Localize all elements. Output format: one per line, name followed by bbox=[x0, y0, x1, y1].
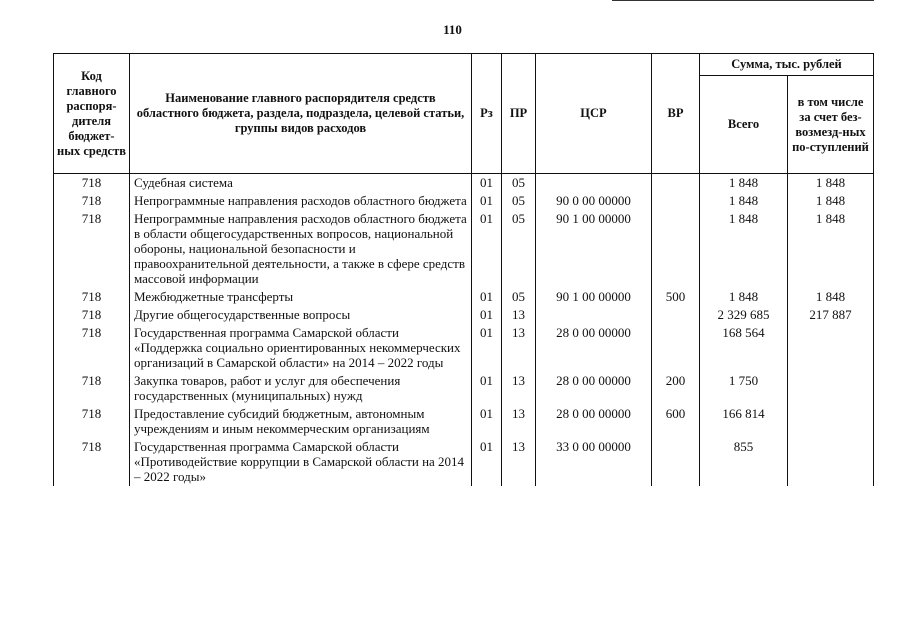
row-code: 718 bbox=[54, 174, 130, 193]
row-total: 1 848 bbox=[700, 288, 788, 306]
row-vr: 500 bbox=[652, 288, 700, 306]
table-row bbox=[54, 405, 874, 438]
row-rz: 01 bbox=[472, 306, 502, 324]
table-row bbox=[54, 324, 874, 372]
row-pr: 13 bbox=[502, 306, 536, 324]
row-vr bbox=[652, 210, 700, 288]
row-rz: 01 bbox=[472, 210, 502, 288]
row-csr bbox=[536, 174, 652, 193]
row-csr bbox=[536, 306, 652, 324]
row-rz: 01 bbox=[472, 405, 502, 438]
row-pr: 13 bbox=[502, 438, 536, 486]
row-gratuitous bbox=[788, 405, 874, 438]
row-pr: 05 bbox=[502, 174, 536, 193]
row-vr bbox=[652, 192, 700, 210]
row-name: Закупка товаров, работ и услуг для обеспечения государственных (муниципальных) нужд bbox=[130, 372, 472, 405]
row-csr: 28 0 00 00000 bbox=[536, 405, 652, 438]
row-name: Предоставление субсидий бюджетным, автономным учреждениям и иным некоммерческим организациям bbox=[130, 405, 472, 438]
row-pr: 05 bbox=[502, 288, 536, 306]
row-pr: 13 bbox=[502, 372, 536, 405]
row-csr: 90 1 00 00000 bbox=[536, 210, 652, 288]
row-rz: 01 bbox=[472, 324, 502, 372]
header-rz: Рз bbox=[472, 54, 502, 174]
row-gratuitous bbox=[788, 372, 874, 405]
header-total: Всего bbox=[700, 76, 788, 174]
row-rz: 01 bbox=[472, 372, 502, 405]
row-name: Государственная программа Самарской области «Противодействие коррупции в Самарской области на 2014 – 2022 годы» bbox=[130, 438, 472, 486]
table-row bbox=[54, 210, 874, 288]
row-gratuitous: 1 848 bbox=[788, 192, 874, 210]
row-csr: 28 0 00 00000 bbox=[536, 324, 652, 372]
table-row bbox=[54, 372, 874, 405]
row-csr: 90 1 00 00000 bbox=[536, 288, 652, 306]
row-vr bbox=[652, 174, 700, 193]
row-name: Непрограммные направления расходов областного бюджета bbox=[130, 192, 472, 210]
row-vr: 600 bbox=[652, 405, 700, 438]
row-code: 718 bbox=[54, 324, 130, 372]
table-row bbox=[54, 438, 874, 486]
header-gratuitous: в том числе за счет без-возмезд-ных по-ступлений bbox=[788, 76, 874, 174]
table-row bbox=[54, 174, 874, 193]
header-vr: ВР bbox=[652, 54, 700, 174]
row-total: 1 848 bbox=[700, 210, 788, 288]
row-total: 1 848 bbox=[700, 192, 788, 210]
top-rule bbox=[612, 0, 874, 1]
row-csr: 28 0 00 00000 bbox=[536, 372, 652, 405]
row-pr: 05 bbox=[502, 210, 536, 288]
row-pr: 13 bbox=[502, 324, 536, 372]
header-sum-group: Сумма, тыс. рублей bbox=[700, 54, 874, 76]
row-vr bbox=[652, 438, 700, 486]
table-row bbox=[54, 288, 874, 306]
row-gratuitous: 1 848 bbox=[788, 210, 874, 288]
row-code: 718 bbox=[54, 192, 130, 210]
row-name: Государственная программа Самарской области «Поддержка социально ориентированных некоммерческих организаций в Самарской области» на 2014 – 2022 годы bbox=[130, 324, 472, 372]
row-csr: 90 0 00 00000 bbox=[536, 192, 652, 210]
row-pr: 05 bbox=[502, 192, 536, 210]
row-total: 2 329 685 bbox=[700, 306, 788, 324]
row-name: Непрограммные направления расходов областного бюджета в области общегосударственных вопросов, национальной обороны, национальной безопасности и правоохранительной деятельности, а также в сфере средств массовой информации bbox=[130, 210, 472, 288]
row-gratuitous bbox=[788, 438, 874, 486]
row-total: 855 bbox=[700, 438, 788, 486]
row-gratuitous: 217 887 bbox=[788, 306, 874, 324]
row-code: 718 bbox=[54, 288, 130, 306]
table-row bbox=[54, 192, 874, 210]
row-total: 1 848 bbox=[700, 174, 788, 193]
header-code: Код главного распоря-дителя бюджет-ных средств bbox=[54, 54, 130, 174]
table-body bbox=[54, 174, 874, 487]
row-pr: 13 bbox=[502, 405, 536, 438]
row-code: 718 bbox=[54, 438, 130, 486]
row-total: 1 750 bbox=[700, 372, 788, 405]
row-vr: 200 bbox=[652, 372, 700, 405]
row-code: 718 bbox=[54, 405, 130, 438]
row-rz: 01 bbox=[472, 174, 502, 193]
row-total: 168 564 bbox=[700, 324, 788, 372]
row-name: Другие общегосударственные вопросы bbox=[130, 306, 472, 324]
row-rz: 01 bbox=[472, 288, 502, 306]
page-number: 110 bbox=[443, 22, 462, 37]
row-gratuitous bbox=[788, 324, 874, 372]
row-name: Судебная система bbox=[130, 174, 472, 193]
row-gratuitous: 1 848 bbox=[788, 174, 874, 193]
row-rz: 01 bbox=[472, 192, 502, 210]
row-code: 718 bbox=[54, 306, 130, 324]
header-name: Наименование главного распорядителя средств областного бюджета, раздела, подраздела, целевой статьи, группы видов расходов bbox=[130, 54, 472, 174]
row-vr bbox=[652, 324, 700, 372]
row-code: 718 bbox=[54, 210, 130, 288]
row-code: 718 bbox=[54, 372, 130, 405]
row-name: Межбюджетные трансферты bbox=[130, 288, 472, 306]
header-pr: ПР bbox=[502, 54, 536, 174]
row-gratuitous: 1 848 bbox=[788, 288, 874, 306]
header-csr: ЦСР bbox=[536, 54, 652, 174]
row-rz: 01 bbox=[472, 438, 502, 486]
row-vr bbox=[652, 306, 700, 324]
table-row bbox=[54, 306, 874, 324]
row-total: 166 814 bbox=[700, 405, 788, 438]
budget-table bbox=[53, 53, 874, 486]
row-csr: 33 0 00 00000 bbox=[536, 438, 652, 486]
